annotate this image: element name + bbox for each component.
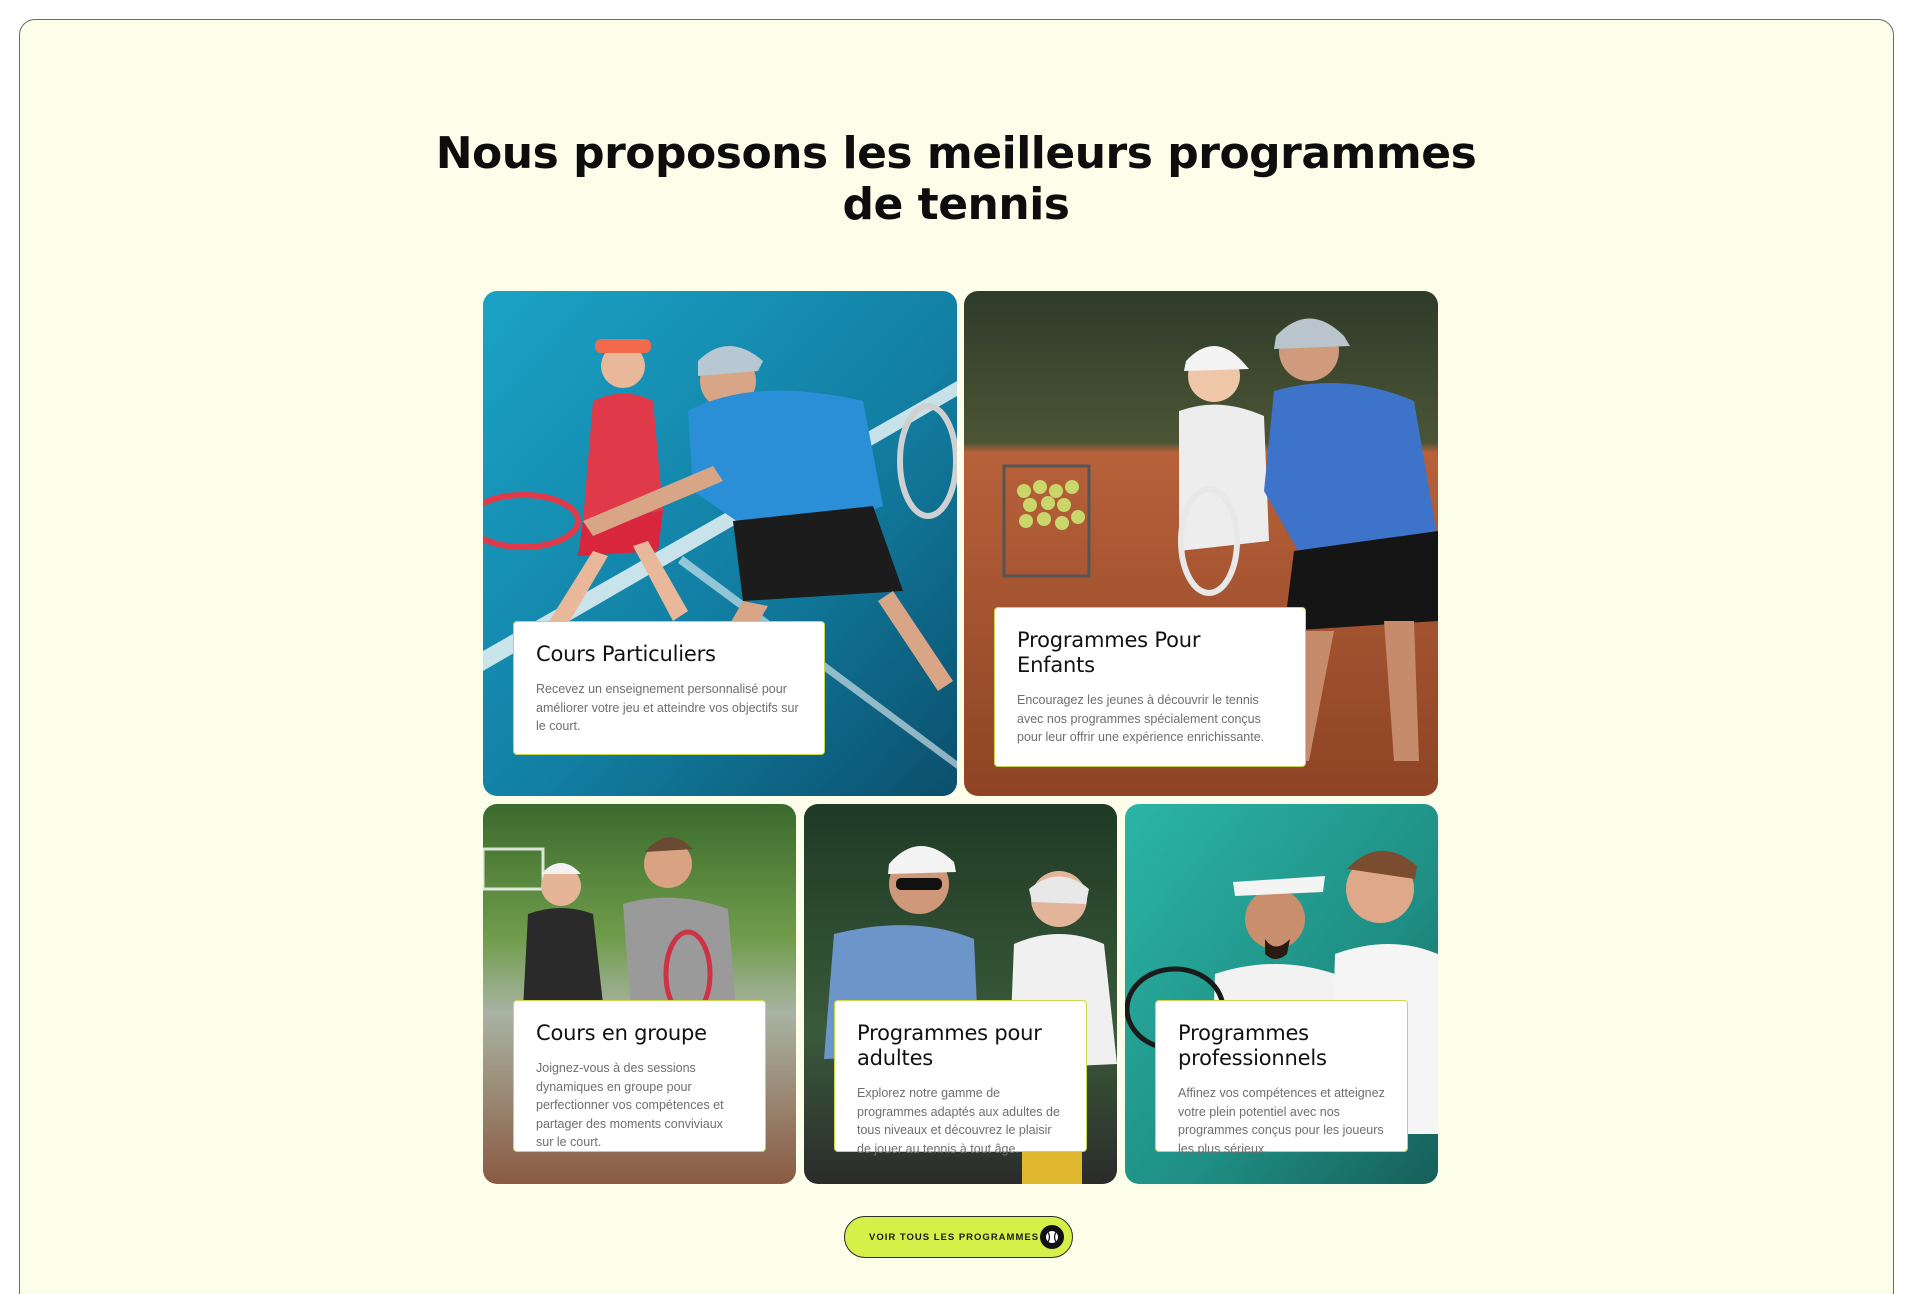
program-card-adults[interactable] — [804, 804, 1117, 1184]
program-title: Programmes professionnels — [1178, 1021, 1327, 1070]
program-title: Programmes Pour Enfants — [1017, 628, 1201, 677]
program-card-group[interactable] — [483, 804, 796, 1184]
program-card-private-lessons[interactable] — [483, 291, 957, 796]
tennis-ball-icon — [1040, 1225, 1064, 1249]
program-title: Cours en groupe — [536, 1021, 707, 1045]
section-title-line-1: Nous proposons les meilleurs programmes — [435, 128, 1477, 179]
program-info-box — [994, 607, 1306, 767]
section-title — [0, 128, 1912, 230]
program-description: Explorez notre gamme de programmes adaptés aux adultes de tous niveaux et découvrez le plaisir de jouer au tennis à tout âge. — [857, 1086, 1060, 1156]
view-all-programs-button[interactable] — [844, 1216, 1073, 1258]
section-title-line-2: de tennis — [842, 179, 1070, 230]
program-card-professional[interactable] — [1125, 804, 1438, 1184]
program-description: Recevez un enseignement personnalisé pour améliorer votre jeu et atteindre vos objectifs sur le court. — [536, 682, 799, 733]
view-all-programs-label: VOIR TOUS LES PROGRAMMES — [869, 1231, 1040, 1243]
program-info-box — [513, 621, 825, 755]
program-description: Affinez vos compétences et atteignez votre plein potentiel avec nos programmes conçus pour les joueurs les plus sérieux. — [1178, 1086, 1385, 1156]
program-card-kids[interactable] — [964, 291, 1438, 796]
program-info-box — [513, 1000, 766, 1152]
program-title: Cours Particuliers — [536, 642, 716, 666]
program-description: Joignez-vous à des sessions dynamiques en groupe pour perfectionner vos compétences et partager des moments conviviaux sur le court. — [536, 1061, 724, 1149]
program-info-box — [1155, 1000, 1408, 1156]
program-info-box — [834, 1000, 1087, 1156]
program-description: Encouragez les jeunes à découvrir le tennis avec nos programmes spécialement conçus pour leur offrir une expérience enrichissante. — [1017, 693, 1265, 744]
program-title: Programmes pour adultes — [857, 1021, 1042, 1070]
